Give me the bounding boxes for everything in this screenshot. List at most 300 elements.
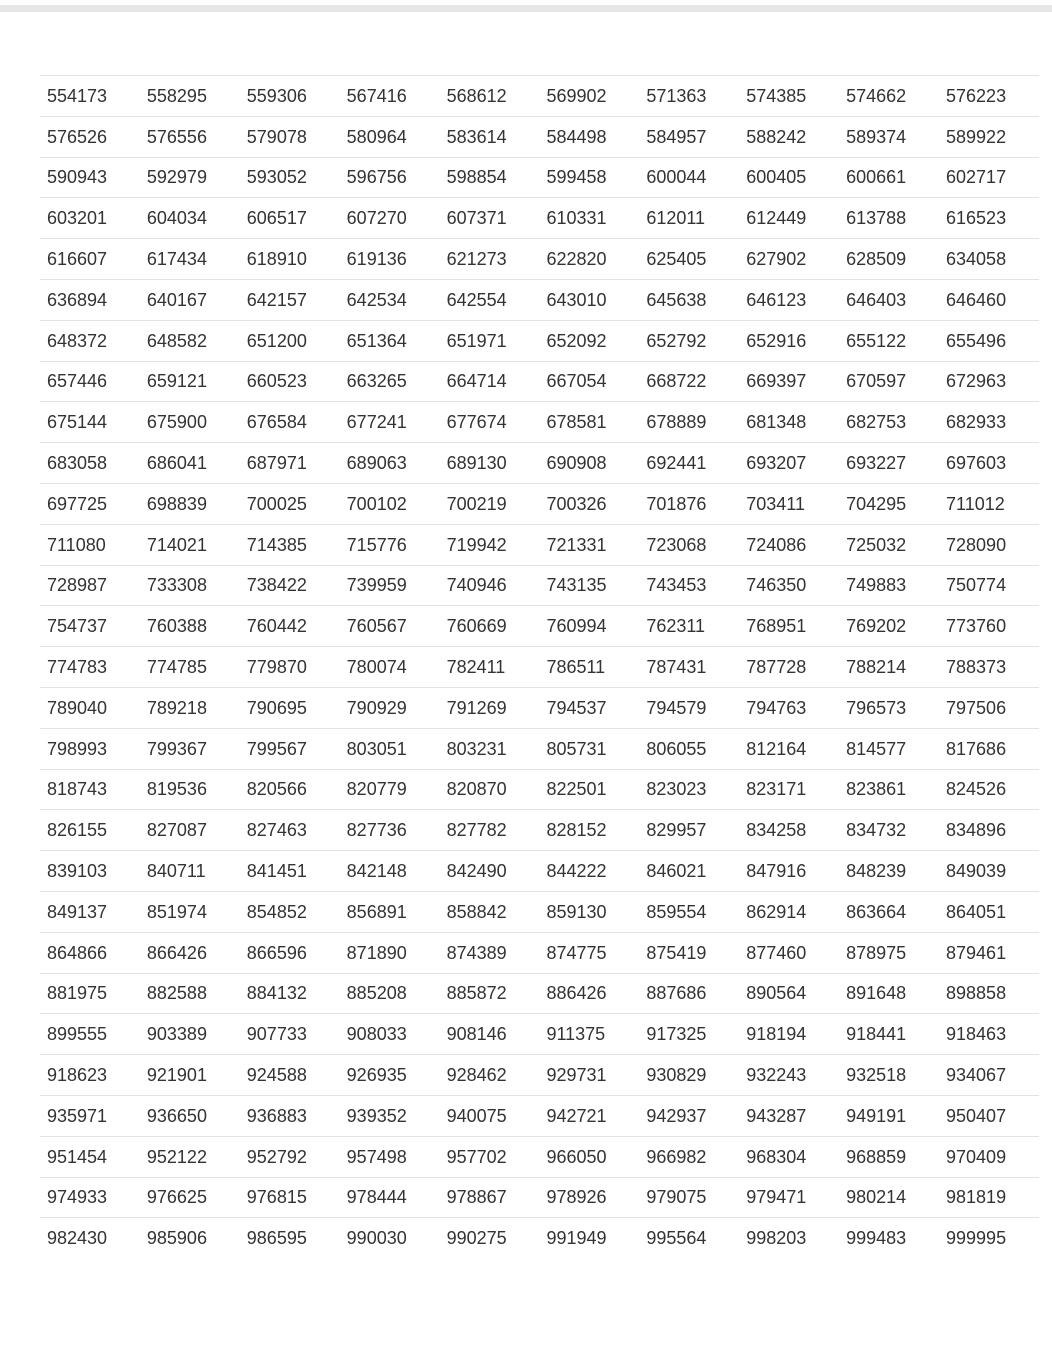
table-cell: 866426	[140, 932, 240, 973]
table-cell: 842490	[440, 851, 540, 892]
table-cell: 966050	[539, 1136, 639, 1177]
table-cell: 936883	[240, 1095, 340, 1136]
table-cell: 724086	[739, 524, 839, 565]
table-cell: 789218	[140, 687, 240, 728]
table-cell: 950407	[939, 1095, 1039, 1136]
table-cell: 584498	[539, 116, 639, 157]
table-cell: 588242	[739, 116, 839, 157]
table-cell: 693207	[739, 443, 839, 484]
table-cell: 949191	[839, 1095, 939, 1136]
table-cell: 928462	[440, 1055, 540, 1096]
table-row	[40, 524, 1039, 565]
table-cell: 589374	[839, 116, 939, 157]
table-cell: 682753	[839, 402, 939, 443]
table-cell: 760994	[539, 606, 639, 647]
table-cell: 827782	[440, 810, 540, 851]
table-cell: 794763	[739, 687, 839, 728]
table-cell: 798993	[40, 728, 140, 769]
table-cell: 613788	[839, 198, 939, 239]
table-row	[40, 483, 1039, 524]
table-row	[40, 279, 1039, 320]
table-cell: 943287	[739, 1095, 839, 1136]
table-cell: 640167	[140, 279, 240, 320]
table-cell: 700326	[539, 483, 639, 524]
table-cell: 823023	[639, 769, 739, 810]
table-cell: 743135	[539, 565, 639, 606]
table-cell: 760567	[340, 606, 440, 647]
table-cell: 786511	[539, 647, 639, 688]
table-cell: 980214	[839, 1177, 939, 1218]
table-cell: 617434	[140, 239, 240, 280]
table-cell: 854852	[240, 891, 340, 932]
table-cell: 957702	[440, 1136, 540, 1177]
table-cell: 660523	[240, 361, 340, 402]
table-cell: 616607	[40, 239, 140, 280]
table-cell: 682933	[939, 402, 1039, 443]
table-cell: 589922	[939, 116, 1039, 157]
table-cell: 667054	[539, 361, 639, 402]
table-cell: 762311	[639, 606, 739, 647]
table-cell: 668722	[639, 361, 739, 402]
table-cell: 823861	[839, 769, 939, 810]
table-cell: 929731	[539, 1055, 639, 1096]
table-row	[40, 728, 1039, 769]
table-cell: 885872	[440, 973, 540, 1014]
table-cell: 886426	[539, 973, 639, 1014]
table-cell: 590943	[40, 157, 140, 198]
table-cell: 760442	[240, 606, 340, 647]
table-cell: 976815	[240, 1177, 340, 1218]
table-cell: 681348	[739, 402, 839, 443]
table-cell: 779870	[240, 647, 340, 688]
table-cell: 600044	[639, 157, 739, 198]
table-row	[40, 320, 1039, 361]
table-cell: 820779	[340, 769, 440, 810]
table-cell: 846021	[639, 851, 739, 892]
table-row	[40, 1136, 1039, 1177]
table-cell: 840711	[140, 851, 240, 892]
table-cell: 890564	[739, 973, 839, 1014]
table-cell: 879461	[939, 932, 1039, 973]
table-cell: 824526	[939, 769, 1039, 810]
table-cell: 571363	[639, 76, 739, 117]
table-cell: 689130	[440, 443, 540, 484]
table-cell: 862914	[739, 891, 839, 932]
table-cell: 652092	[539, 320, 639, 361]
table-cell: 806055	[639, 728, 739, 769]
table-cell: 627902	[739, 239, 839, 280]
table-row	[40, 198, 1039, 239]
table-cell: 859554	[639, 891, 739, 932]
table-cell: 760669	[440, 606, 540, 647]
table-cell: 648582	[140, 320, 240, 361]
table-cell: 932518	[839, 1055, 939, 1096]
table-cell: 642157	[240, 279, 340, 320]
table-row	[40, 361, 1039, 402]
table-cell: 700102	[340, 483, 440, 524]
table-row	[40, 606, 1039, 647]
table-cell: 750774	[939, 565, 1039, 606]
table-cell: 908146	[440, 1014, 540, 1055]
table-cell: 814577	[839, 728, 939, 769]
table-row	[40, 116, 1039, 157]
table-cell: 636894	[40, 279, 140, 320]
table-cell: 554173	[40, 76, 140, 117]
table-cell: 875419	[639, 932, 739, 973]
table-cell: 834258	[739, 810, 839, 851]
table-cell: 827087	[140, 810, 240, 851]
table-cell: 877460	[739, 932, 839, 973]
table-cell: 930829	[639, 1055, 739, 1096]
table-cell: 866596	[240, 932, 340, 973]
table-cell: 797506	[939, 687, 1039, 728]
table-cell: 887686	[639, 973, 739, 1014]
table-cell: 599458	[539, 157, 639, 198]
table-cell: 918463	[939, 1014, 1039, 1055]
table-cell: 625405	[639, 239, 739, 280]
table-cell: 782411	[440, 647, 540, 688]
table-cell: 789040	[40, 687, 140, 728]
table-cell: 754737	[40, 606, 140, 647]
table-cell: 663265	[340, 361, 440, 402]
table-cell: 871890	[340, 932, 440, 973]
table-cell: 842148	[340, 851, 440, 892]
table-cell: 678581	[539, 402, 639, 443]
table-cell: 907733	[240, 1014, 340, 1055]
table-cell: 600405	[739, 157, 839, 198]
table-cell: 849039	[939, 851, 1039, 892]
table-cell: 687971	[240, 443, 340, 484]
table-cell: 607270	[340, 198, 440, 239]
table-cell: 773760	[939, 606, 1039, 647]
table-cell: 926935	[340, 1055, 440, 1096]
table-cell: 918194	[739, 1014, 839, 1055]
table-cell: 659121	[140, 361, 240, 402]
table-cell: 911375	[539, 1014, 639, 1055]
table-cell: 693227	[839, 443, 939, 484]
table-cell: 622820	[539, 239, 639, 280]
table-cell: 559306	[240, 76, 340, 117]
top-divider-bar	[0, 5, 1052, 12]
table-cell: 939352	[340, 1095, 440, 1136]
table-cell: 768951	[739, 606, 839, 647]
table-cell: 874389	[440, 932, 540, 973]
table-cell: 689063	[340, 443, 440, 484]
table-cell: 799567	[240, 728, 340, 769]
table-cell: 952792	[240, 1136, 340, 1177]
table-row	[40, 76, 1039, 117]
table-cell: 728987	[40, 565, 140, 606]
table-row	[40, 157, 1039, 198]
table-cell: 704295	[839, 483, 939, 524]
table-cell: 651364	[340, 320, 440, 361]
table-cell: 932243	[739, 1055, 839, 1096]
table-cell: 794579	[639, 687, 739, 728]
table-cell: 820566	[240, 769, 340, 810]
table-cell: 604034	[140, 198, 240, 239]
table-row	[40, 1055, 1039, 1096]
table-cell: 978867	[440, 1177, 540, 1218]
table-cell: 677241	[340, 402, 440, 443]
table-cell: 655496	[939, 320, 1039, 361]
number-table	[40, 75, 1039, 1259]
table-cell: 935971	[40, 1095, 140, 1136]
table-cell: 999483	[839, 1218, 939, 1259]
table-cell: 612011	[639, 198, 739, 239]
table-cell: 700025	[240, 483, 340, 524]
table-cell: 788214	[839, 647, 939, 688]
table-cell: 723068	[639, 524, 739, 565]
table-cell: 568612	[440, 76, 540, 117]
table-cell: 619136	[340, 239, 440, 280]
table-cell: 803231	[440, 728, 540, 769]
table-row	[40, 810, 1039, 851]
table-cell: 683058	[40, 443, 140, 484]
table-cell: 558295	[140, 76, 240, 117]
table-cell: 697725	[40, 483, 140, 524]
table-cell: 642554	[440, 279, 540, 320]
table-cell: 787728	[739, 647, 839, 688]
table-cell: 981819	[939, 1177, 1039, 1218]
table-cell: 799367	[140, 728, 240, 769]
table-cell: 725032	[839, 524, 939, 565]
table-cell: 584957	[639, 116, 739, 157]
table-cell: 848239	[839, 851, 939, 892]
table-cell: 697603	[939, 443, 1039, 484]
table-row	[40, 1177, 1039, 1218]
table-row	[40, 973, 1039, 1014]
table-row	[40, 851, 1039, 892]
table-cell: 787431	[639, 647, 739, 688]
table-cell: 978444	[340, 1177, 440, 1218]
table-cell: 822501	[539, 769, 639, 810]
table-row	[40, 565, 1039, 606]
table-cell: 692441	[639, 443, 739, 484]
table-cell: 733308	[140, 565, 240, 606]
table-cell: 818743	[40, 769, 140, 810]
table-cell: 740946	[440, 565, 540, 606]
table-cell: 844222	[539, 851, 639, 892]
table-cell: 982430	[40, 1218, 140, 1259]
table-cell: 593052	[240, 157, 340, 198]
table-cell: 642534	[340, 279, 440, 320]
table-cell: 849137	[40, 891, 140, 932]
table-row	[40, 769, 1039, 810]
table-cell: 898858	[939, 973, 1039, 1014]
table-cell: 881975	[40, 973, 140, 1014]
table-cell: 864866	[40, 932, 140, 973]
table-cell: 819536	[140, 769, 240, 810]
table-cell: 774785	[140, 647, 240, 688]
table-cell: 657446	[40, 361, 140, 402]
table-cell: 576556	[140, 116, 240, 157]
table-cell: 884132	[240, 973, 340, 1014]
table-cell: 918441	[839, 1014, 939, 1055]
table-cell: 940075	[440, 1095, 540, 1136]
table-cell: 596756	[340, 157, 440, 198]
table-cell: 885208	[340, 973, 440, 1014]
table-cell: 746350	[739, 565, 839, 606]
table-cell: 574385	[739, 76, 839, 117]
table-cell: 664714	[440, 361, 540, 402]
table-cell: 646460	[939, 279, 1039, 320]
table-cell: 739959	[340, 565, 440, 606]
table-cell: 952122	[140, 1136, 240, 1177]
table-cell: 942721	[539, 1095, 639, 1136]
table-cell: 677674	[440, 402, 540, 443]
table-cell: 803051	[340, 728, 440, 769]
table-cell: 686041	[140, 443, 240, 484]
table-row	[40, 891, 1039, 932]
table-cell: 612449	[739, 198, 839, 239]
table-cell: 646123	[739, 279, 839, 320]
table-cell: 957498	[340, 1136, 440, 1177]
table-cell: 826155	[40, 810, 140, 851]
table-cell: 610331	[539, 198, 639, 239]
table-cell: 567416	[340, 76, 440, 117]
table-cell: 918623	[40, 1055, 140, 1096]
table-row	[40, 647, 1039, 688]
table-cell: 882588	[140, 973, 240, 1014]
table-cell: 774783	[40, 647, 140, 688]
table-cell: 978926	[539, 1177, 639, 1218]
table-cell: 827736	[340, 810, 440, 851]
table-cell: 669397	[739, 361, 839, 402]
table-cell: 828152	[539, 810, 639, 851]
table-cell: 607371	[440, 198, 540, 239]
table-cell: 690908	[539, 443, 639, 484]
table-cell: 859130	[539, 891, 639, 932]
table-cell: 670597	[839, 361, 939, 402]
table-cell: 864051	[939, 891, 1039, 932]
table-row	[40, 1014, 1039, 1055]
table-cell: 847916	[739, 851, 839, 892]
table-cell: 995564	[639, 1218, 739, 1259]
table-cell: 976625	[140, 1177, 240, 1218]
table-cell: 603201	[40, 198, 140, 239]
table-cell: 719942	[440, 524, 540, 565]
table-cell: 790695	[240, 687, 340, 728]
table-cell: 970409	[939, 1136, 1039, 1177]
table-cell: 856891	[340, 891, 440, 932]
table-row	[40, 443, 1039, 484]
table-cell: 576223	[939, 76, 1039, 117]
table-cell: 701876	[639, 483, 739, 524]
table-cell: 934067	[939, 1055, 1039, 1096]
table-cell: 583614	[440, 116, 540, 157]
table-cell: 998203	[739, 1218, 839, 1259]
table-cell: 592979	[140, 157, 240, 198]
table-cell: 616523	[939, 198, 1039, 239]
table-cell: 600661	[839, 157, 939, 198]
table-cell: 979471	[739, 1177, 839, 1218]
table-cell: 602717	[939, 157, 1039, 198]
table-cell: 652792	[639, 320, 739, 361]
table-cell: 675144	[40, 402, 140, 443]
table-row	[40, 402, 1039, 443]
table-cell: 966982	[639, 1136, 739, 1177]
table-cell: 579078	[240, 116, 340, 157]
table-body	[40, 76, 1039, 1259]
table-cell: 618910	[240, 239, 340, 280]
table-cell: 829957	[639, 810, 739, 851]
table-cell: 796573	[839, 687, 939, 728]
table-cell: 834896	[939, 810, 1039, 851]
table-cell: 576526	[40, 116, 140, 157]
table-cell: 817686	[939, 728, 1039, 769]
table-cell: 715776	[340, 524, 440, 565]
table-cell: 924588	[240, 1055, 340, 1096]
table-cell: 678889	[639, 402, 739, 443]
table-cell: 652916	[739, 320, 839, 361]
table-cell: 703411	[739, 483, 839, 524]
table-cell: 714385	[240, 524, 340, 565]
table-cell: 968304	[739, 1136, 839, 1177]
table-cell: 651200	[240, 320, 340, 361]
table-cell: 863664	[839, 891, 939, 932]
table-row	[40, 932, 1039, 973]
table-cell: 749883	[839, 565, 939, 606]
table-cell: 788373	[939, 647, 1039, 688]
table-cell: 968859	[839, 1136, 939, 1177]
table-cell: 643010	[539, 279, 639, 320]
table-cell: 676584	[240, 402, 340, 443]
table-cell: 827463	[240, 810, 340, 851]
table-cell: 580964	[340, 116, 440, 157]
table-cell: 672963	[939, 361, 1039, 402]
table-cell: 794537	[539, 687, 639, 728]
table-cell: 728090	[939, 524, 1039, 565]
table-cell: 760388	[140, 606, 240, 647]
table-cell: 834732	[839, 810, 939, 851]
table-cell: 714021	[140, 524, 240, 565]
table-cell: 841451	[240, 851, 340, 892]
table-cell: 942937	[639, 1095, 739, 1136]
table-cell: 738422	[240, 565, 340, 606]
table-cell: 645638	[639, 279, 739, 320]
table-cell: 999995	[939, 1218, 1039, 1259]
table-cell: 805731	[539, 728, 639, 769]
table-cell: 986595	[240, 1218, 340, 1259]
table-cell: 700219	[440, 483, 540, 524]
table-cell: 569902	[539, 76, 639, 117]
table-cell: 951454	[40, 1136, 140, 1177]
table-cell: 990275	[440, 1218, 540, 1259]
table-cell: 769202	[839, 606, 939, 647]
table-cell: 574662	[839, 76, 939, 117]
table-cell: 711012	[939, 483, 1039, 524]
table-cell: 974933	[40, 1177, 140, 1218]
table-cell: 812164	[739, 728, 839, 769]
table-cell: 891648	[839, 973, 939, 1014]
table-cell: 991949	[539, 1218, 639, 1259]
table-cell: 606517	[240, 198, 340, 239]
table-cell: 874775	[539, 932, 639, 973]
table-cell: 903389	[140, 1014, 240, 1055]
table-cell: 780074	[340, 647, 440, 688]
table-cell: 878975	[839, 932, 939, 973]
table-cell: 621273	[440, 239, 540, 280]
table-cell: 839103	[40, 851, 140, 892]
table-cell: 985906	[140, 1218, 240, 1259]
table-cell: 936650	[140, 1095, 240, 1136]
table-cell: 990030	[340, 1218, 440, 1259]
table-cell: 820870	[440, 769, 540, 810]
table-row	[40, 1218, 1039, 1259]
table-cell: 979075	[639, 1177, 739, 1218]
table-row	[40, 687, 1039, 728]
table-cell: 823171	[739, 769, 839, 810]
